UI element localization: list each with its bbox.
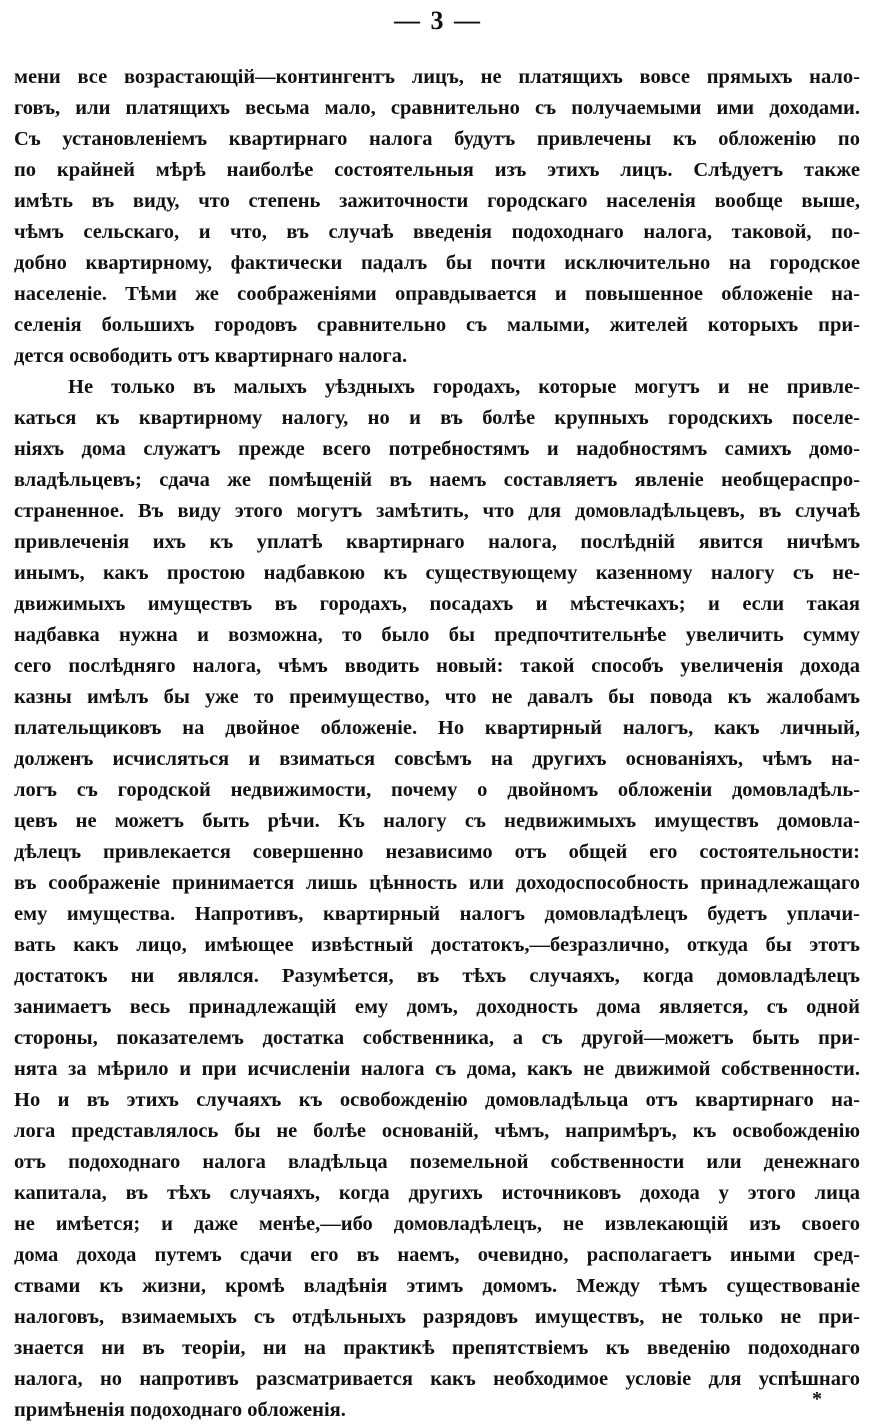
- text-line: вать какъ лицо, имѣющее извѣстный достатокъ,—безразлично, откуда бы этотъ: [14, 934, 860, 956]
- text-line: страненное. Въ виду этого могутъ замѣтить, что для домовладѣльцевъ, въ случаѣ: [14, 500, 860, 522]
- text-line: инымъ, какъ простою надбавкою къ существующему казенному налогу съ не-: [14, 562, 860, 584]
- text-line: движимыхъ имуществъ въ городахъ, посадахъ и мѣстечкахъ; и если такая: [14, 593, 860, 615]
- text-line: ему имущества. Напротивъ, квартирный налогъ домовладѣлецъ будетъ уплачи-: [14, 903, 860, 925]
- text-line: Не только въ малыхъ уѣздныхъ городахъ, которые могутъ и не привле-: [68, 376, 860, 398]
- text-line: долженъ исчисляться и взиматься совсѣмъ на другихъ основаніяхъ, чѣмъ на-: [14, 748, 860, 770]
- text-line: достатокъ ни являлся. Разумѣется, въ тѣхъ случаяхъ, когда домовладѣлецъ: [14, 965, 860, 987]
- text-line: въ соображеніе принимается лишь цѣнность или доходоспособность принадлежащаго: [14, 872, 860, 894]
- footnote-mark: *: [812, 1388, 822, 1410]
- page-number: — 3 —: [394, 6, 482, 35]
- text-line: чѣмъ сельскаго, и что, въ случаѣ введенія подоходнаго налога, таковой, по-: [14, 221, 860, 243]
- text-line: надбавка нужна и возможна, то было бы предпочтительнѣе увеличить сумму: [14, 624, 860, 646]
- text-line: Но и въ этихъ случаяхъ къ освобожденію домовладѣльца отъ квартирнаго на-: [14, 1089, 860, 1111]
- text-line: добно квартирному, фактически падалъ бы почти исключительно на городское: [14, 252, 860, 274]
- text-line: цевъ не можетъ быть рѣчи. Къ налогу съ недвижимыхъ имуществъ домовла-: [14, 810, 860, 832]
- text-line: говъ, или платящихъ весьма мало, сравнительно съ получаемыми ими доходами.: [14, 97, 860, 119]
- text-line: казны имѣлъ бы уже то преимущество, что не давалъ бы повода къ жалобамъ: [14, 686, 860, 708]
- text-line: знается ни въ теоріи, ни на практикѣ препятствіемъ къ введенію подоходнаго: [14, 1337, 860, 1359]
- text-line: ствами къ жизни, кромѣ владѣнія этимъ домомъ. Между тѣмъ существованіе: [14, 1275, 860, 1297]
- text-line: лога представлялось бы не болѣе основаній, чѣмъ, напримѣръ, къ освобожденію: [14, 1120, 860, 1142]
- text-line: логъ съ городской недвижимости, почему о двойномъ обложеніи домовладѣль-: [14, 779, 860, 801]
- text-line: сего послѣдняго налога, чѣмъ вводить новый: такой способъ увеличенія дохода: [14, 655, 860, 677]
- text-line: каться къ квартирному налогу, но и въ болѣе крупныхъ городскихъ поселе-: [14, 407, 860, 429]
- text-line: отъ подоходнаго налога владѣльца поземельной собственности или денежнаго: [14, 1151, 860, 1173]
- text-line: селенія большихъ городовъ сравнительно съ малыми, жителей которыхъ при-: [14, 314, 860, 336]
- text-line: налога, но напротивъ разсматривается какъ необходимое условіе для успѣшнаго: [14, 1368, 860, 1390]
- text-line: владѣльцевъ; сдача же помѣщеній въ наемъ составляетъ явленіе необщераспро-: [14, 469, 860, 491]
- text-line: не имѣется; и даже менѣе,—ибо домовладѣлецъ, не извлекающій изъ своего: [14, 1213, 860, 1235]
- text-line: привлеченія ихъ къ уплатѣ квартирнаго налога, послѣдній явится ничѣмъ: [14, 531, 860, 553]
- text-line: примѣненія подоходнаго обложенія.: [14, 1399, 346, 1421]
- text-line: по крайней мѣрѣ наиболѣе состоятельныя изъ этихъ лицъ. Слѣдуетъ также: [14, 159, 860, 181]
- text-line: занимаетъ весь принадлежащій ему домъ, доходность дома является, съ одной: [14, 996, 860, 1018]
- text-line: ніяхъ дома служатъ прежде всего потребностямъ и надобностямъ самихъ домо-: [14, 438, 860, 460]
- text-line: имѣть въ виду, что степень зажиточности городскаго населенія вообще выше,: [14, 190, 860, 212]
- text-line: Съ установленіемъ квартирнаго налога будутъ привлечены къ обложенію по: [14, 128, 860, 150]
- text-line: мени все возрастающій—контингентъ лицъ, не платящихъ вовсе прямыхъ нало-: [14, 66, 860, 88]
- text-line: нята за мѣрило и при исчисленіи налога съ дома, какъ не движимой собственности.: [14, 1058, 860, 1080]
- text-line: населеніе. Тѣми же соображеніями оправдывается и повышенное обложеніе на-: [14, 283, 860, 305]
- text-line: дѣлецъ привлекается совершенно независимо отъ общей его состоятельности:: [14, 841, 860, 863]
- text-line: плательщиковъ на двойное обложеніе. Но квартирный налогъ, какъ личный,: [14, 717, 860, 739]
- text-line: налоговъ, взимаемыхъ съ отдѣльныхъ разрядовъ имуществъ, не только не при-: [14, 1306, 860, 1328]
- text-line: дется освободить отъ квартирнаго налога.: [14, 345, 408, 367]
- text-line: капитала, въ тѣхъ случаяхъ, когда другихъ источниковъ дохода у этого лица: [14, 1182, 860, 1204]
- text-line: стороны, показателемъ достатка собственника, а съ другой—можетъ быть при-: [14, 1027, 860, 1049]
- text-line: дома дохода путемъ сдачи его въ наемъ, очевидно, располагаетъ иными сред-: [14, 1244, 860, 1266]
